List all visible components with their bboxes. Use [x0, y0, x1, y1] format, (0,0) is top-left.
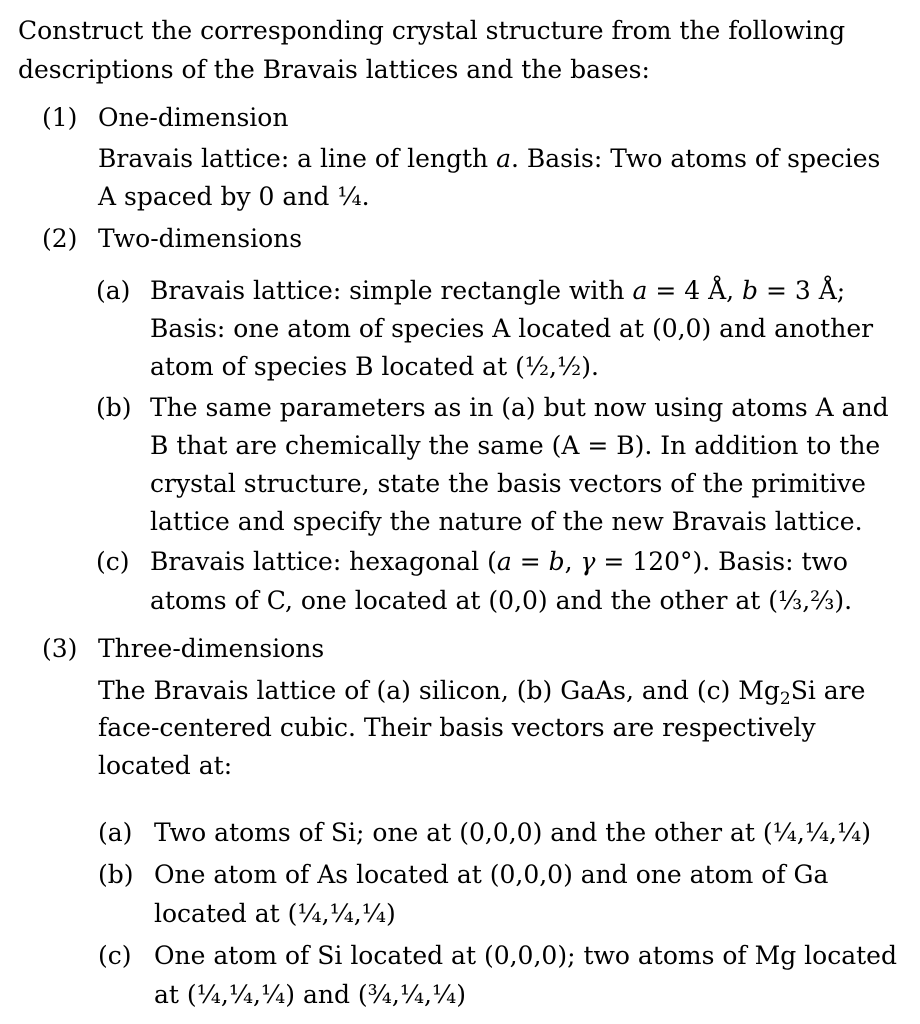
intro-line-1: [18, 16, 878, 46]
section3-line-3: located at:: [98, 751, 233, 780]
section3c-label: (c): [98, 941, 132, 970]
section2a-line-2: Basis: one atom of species A located at (0,0) and another: [150, 314, 874, 343]
section3b-line-2: located at (¼,¼,¼): [154, 899, 396, 928]
section2a-line-3: atom of species B located at (½,½).: [150, 352, 599, 381]
section2b-line-2: B that are chemically the same (A = B). In addition to the: [150, 431, 881, 460]
intro-text-1: Construct the corresponding crystal structure from the following: [18, 16, 846, 45]
section2a-line-1: Bravais lattice: simple rectangle with a = 4 Å, b = 3 Å;: [150, 276, 846, 305]
section2b-line-3: crystal structure, state the basis vectors of the primitive: [150, 469, 866, 498]
section2-title: Two-dimensions: [98, 224, 303, 253]
section1-line-1: Bravais lattice: a line of length a. Basis: Two atoms of species: [98, 144, 881, 173]
intro-text-2: descriptions of the Bravais lattices and the bases:: [18, 55, 650, 84]
section2b-line-4: lattice and specify the nature of the new Bravais lattice.: [150, 507, 863, 536]
section3a-label: (a): [98, 818, 133, 847]
section3-number: (3): [42, 634, 78, 663]
intro-line-2: [18, 55, 650, 85]
section2a-label: (a): [96, 276, 131, 305]
section3b-label: (b): [98, 860, 134, 889]
section3c-line-2: at (¼,¼,¼) and (¾,¼,¼): [154, 980, 466, 1009]
section3-title: Three-dimensions: [98, 634, 325, 663]
section3a-line-1: Two atoms of Si; one at (0,0,0) and the other at (¼,¼,¼): [154, 818, 871, 847]
section1-line-2: A spaced by 0 and ¼.: [98, 182, 370, 211]
section2c-label: (c): [96, 547, 130, 576]
section3b-line-1: One atom of As located at (0,0,0) and one atom of Ga: [154, 860, 829, 889]
section3-line-1: The Bravais lattice of (a) silicon, (b) GaAs, and (c) $Mg_2Si$ are: [98, 676, 866, 709]
section2b-label: (b): [96, 393, 132, 422]
section2c-line-2: atoms of C, one located at (0,0) and the other at (⅓,⅔).: [150, 586, 853, 615]
section3c-line-1: One atom of Si located at (0,0,0); two atoms of Mg located: [154, 941, 897, 970]
section1-title: One-dimension: [98, 103, 289, 132]
section1-number: (1): [42, 103, 78, 132]
section2b-line-1: The same parameters as in (a) but now using atoms A and: [150, 393, 889, 422]
section3-line-2: face-centered cubic. Their basis vectors are respectively: [98, 713, 816, 742]
section2-number: (2): [42, 224, 78, 253]
section2c-line-1: Bravais lattice: hexagonal (a = b, γ = 120°). Basis: two: [150, 547, 848, 576]
